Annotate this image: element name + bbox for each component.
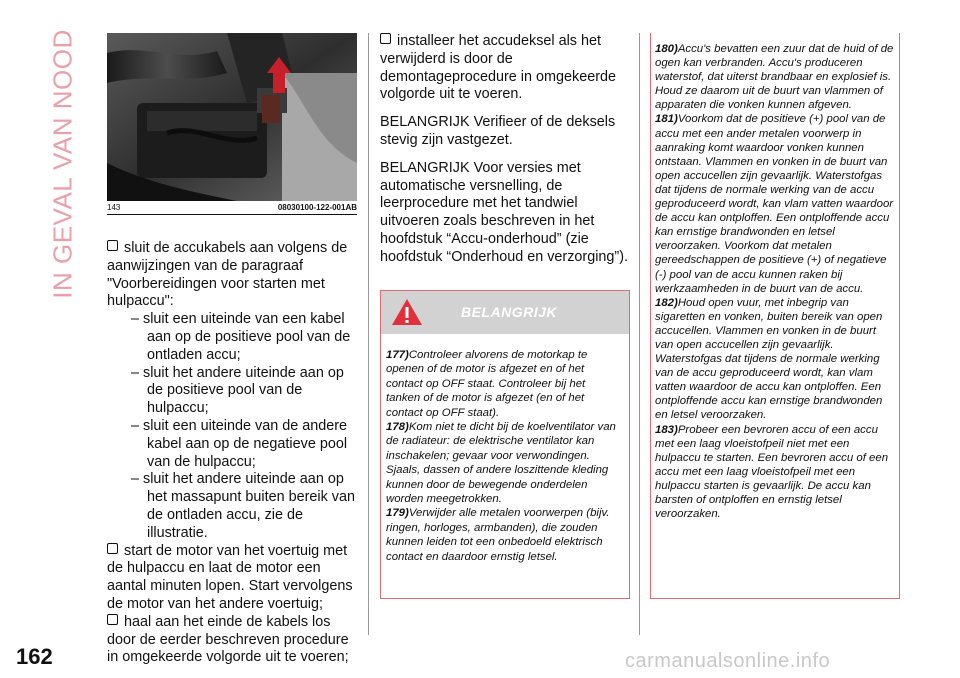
warning-item: 181)Voorkom dat de positieve (+) pool van de accu met een ander metalen voorwerp in aanraking komt waardoor vonken kunnen ontstaan. Vlammen en vonken in de buurt van open accucellen zijn gevaarlijk. Waterstofgas dat tijdens de normale werking van de accu geproduceerd wordt, kan vlam vatten waardoor de accu kan ontploffen. Een ontploffende accu kan ernstige brandwonden en letsel veroorzaken. Voorkom dat metalen gereedschappen de positieve (+) of negatieve (-) pool van de accu kunnen raken bij werkzaamheden in de buurt van de accu. [655, 113, 894, 295]
warning-item: 177)Controleer alvorens de motorkap te openen of de motor is afgezet en of het contact op OFF staat. Controleer bij het tanken of de motor is afgezet (en of het contact op OFF staat). [386, 349, 588, 419]
warning-header [381, 291, 629, 334]
dash-item: – sluit een uiteinde van de andere kabel aan op de negatieve pool van de hulpaccu; [131, 417, 348, 470]
warning-title: BELANGRIJK [461, 304, 558, 320]
chapter-side-title: IN GEVAL VAN NOOD [47, 29, 78, 299]
footer-watermark: carmanualsonline.info [625, 650, 831, 672]
checkbox-bullet-icon [380, 33, 391, 44]
bullet-item: installeer het accudeksel als het verwijderd is door de demontageprocedure in omgekeerde volgorde uit te voeren. [380, 33, 617, 103]
dash-item: – sluit een uiteinde van een kabel aan op de positieve pool van de ontladen accu; [131, 311, 351, 363]
figure-code: 08030100-122-001AB [277, 203, 357, 212]
warning-item: 180)Accu's bevatten een zuur dat de huid of de ogen kan verbranden. Accu's produceren waterstof, dat uiterst brandbaar en explosief is. Houd ze daarom uit de buurt van vlammen of apparaten die vonken kunnen afgeven. [655, 43, 894, 112]
checkbox-bullet-icon [107, 543, 118, 554]
warning-box [380, 290, 630, 599]
engine-bay-photo [107, 33, 357, 201]
warning-item: 179)Verwijder alle metalen voorwerpen (bijv. ringen, horloges, armbanden), die zouden kunnen leiden tot een onbedoeld elektrisch contact en daardoor ernstig letsel. [386, 507, 610, 563]
bullet-item: sluit de accukabels aan volgens de aanwijzingen van de paragraaf "Voorbereidingen voor starten met hulpaccu": [107, 240, 348, 310]
warning-item: 182)Houd open vuur, met inbegrip van sigaretten en vonken, buiten bereik van open accucellen. Vlammen en vonken in de buurt van open accucellen zijn gevaarlijk. Waterstofgas dat tijdens de normale werking van de accu geproduceerd wordt, kan vlam vatten waardoor de accu kan ontploffen. Een ontploffende accu kan ernstige brandwonden en letsel veroorzaken. [655, 296, 883, 422]
column-2 [380, 33, 630, 267]
checkbox-bullet-icon [107, 240, 118, 251]
figure-number: 143 [107, 203, 121, 212]
caption-rule [107, 214, 357, 215]
column-1 [107, 240, 360, 667]
bullet-item: start de motor van het voertuig met de hulpaccu en laat de motor een aantal minuten lopen. Start vervolgens de motor van het andere voertuig; [107, 542, 353, 612]
note-paragraph: BELANGRIJK Voor versies met automatische versnelling, de leerprocedure met het tandwiel uitvoeren zoals beschreven in het hoofdstuk “Accu-onderhoud” (zie hoofdstuk “Onderhoud en verzorging”). [380, 159, 628, 265]
dash-item: – sluit het andere uiteinde aan op het massapunt buiten bereik van de ontladen accu, zie de illustratie. [131, 471, 355, 541]
warning-triangle-icon [391, 298, 423, 326]
column-divider-1 [368, 33, 369, 635]
warning-body [381, 334, 629, 564]
dash-item: – sluit het andere uiteinde aan op de positieve pool van de hulpaccu; [131, 364, 344, 417]
page-number: 162 [16, 644, 53, 669]
checkbox-bullet-icon [107, 614, 118, 625]
warning-item: 178)Kom niet te dicht bij de koelventilator van de radiateur: de elektrische ventilator kan inschakelen; gevaar voor verwondingen. Sjaals, dassen of andere loszittende kleding kunnen door de bewegende onderdelen worden meegetrokken. [386, 421, 616, 506]
bullet-item: haal aan het einde de kabels los door de eerder beschreven procedure in omgekeerde volgorde uit te voeren; [107, 613, 349, 666]
warning-item: 183)Probeer een bevroren accu of een accu met een laag vloeistofpeil niet met een hulpaccu te starten. Een bevroren accu of een accu met een laag vloeistofpeil met een hulpaccu starten is gevaarlijk. De accu kan barsten of ontploffen en ernstig letsel veroorzaken. [655, 423, 889, 521]
column-divider-2 [639, 33, 640, 635]
note-paragraph: BELANGRIJK Verifieer of de deksels stevig zijn vastgezet. [380, 114, 616, 148]
column-3-warning-continuation [650, 33, 900, 599]
